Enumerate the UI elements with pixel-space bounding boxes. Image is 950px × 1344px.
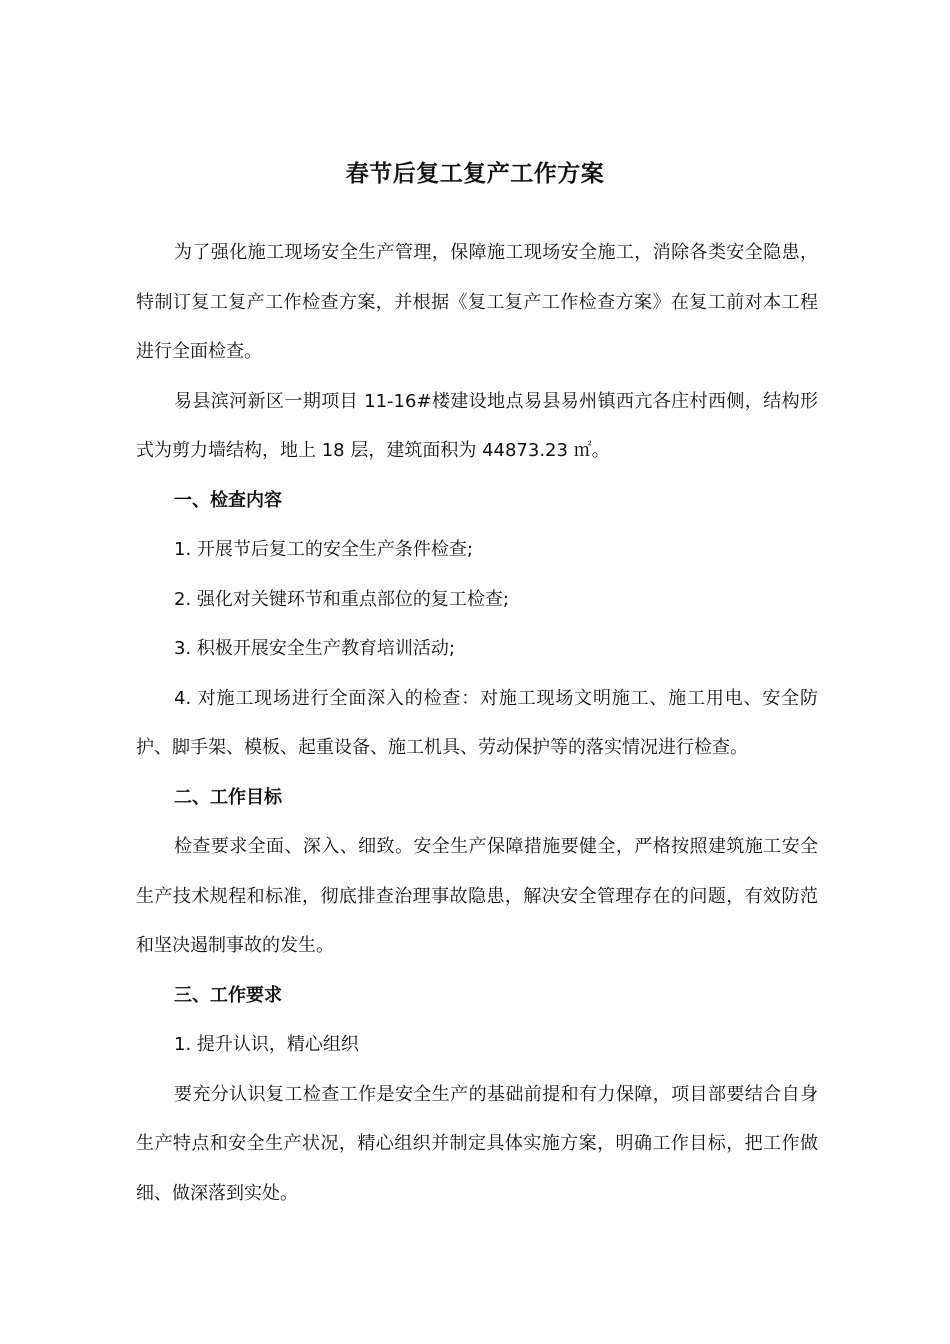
document-body [136,228,818,1218]
inspection-item-1: 1. 开展节后复工的安全生产条件检查; [174,539,473,560]
requirement-subtitle-1: 1. 提升认识，精心组织 [174,1034,359,1055]
requirement-paragraph-1: 要充分认识复工检查工作是安全生产的基础前提和有力保障，项目部要结合自身生产特点和安全生产状况，精心组织并制定具体实施方案，明确工作目标，把工作做细、做深落到实处。 [136,1083,818,1204]
project-paragraph: 易县滨河新区一期项目 11-16#楼建设地点易县易州镇西亢各庄村西侧，结构形式为剪力墙结构，地上 18 层，建筑面积为 44873.23 ㎡。 [136,390,818,461]
inspection-item-2: 2. 强化对关键环节和重点部位的复工检查; [174,588,509,610]
section-heading-goals: 二、工作目标 [174,786,282,808]
inspection-item-4: 4. 对施工现场进行全面深入的检查：对施工现场文明施工、施工用电、安全防护、脚手架、模板、起重设备、施工机具、劳动保护等的落实情况进行检查。 [136,687,818,758]
intro-paragraph: 为了强化施工现场安全生产管理，保障施工现场安全施工，消除各类安全隐患，特制订复工复产工作检查方案，并根据《复工复产工作检查方案》在复工前对本工程进行全面检查。 [136,242,818,362]
document-title: 春节后复工复产工作方案 [345,161,605,187]
inspection-item-3: 3. 积极开展安全生产教育培训活动; [174,638,455,659]
section-heading-requirements: 三、工作要求 [174,984,282,1006]
goals-paragraph: 检查要求全面、深入、细致。安全生产保障措施要健全，严格按照建筑施工安全生产技术规程和标准，彻底排查治理事故隐患，解决安全管理存在的问题，有效防范和坚决遏制事故的发生。 [136,836,818,956]
section-heading-inspection: 一、检查内容 [174,489,282,511]
